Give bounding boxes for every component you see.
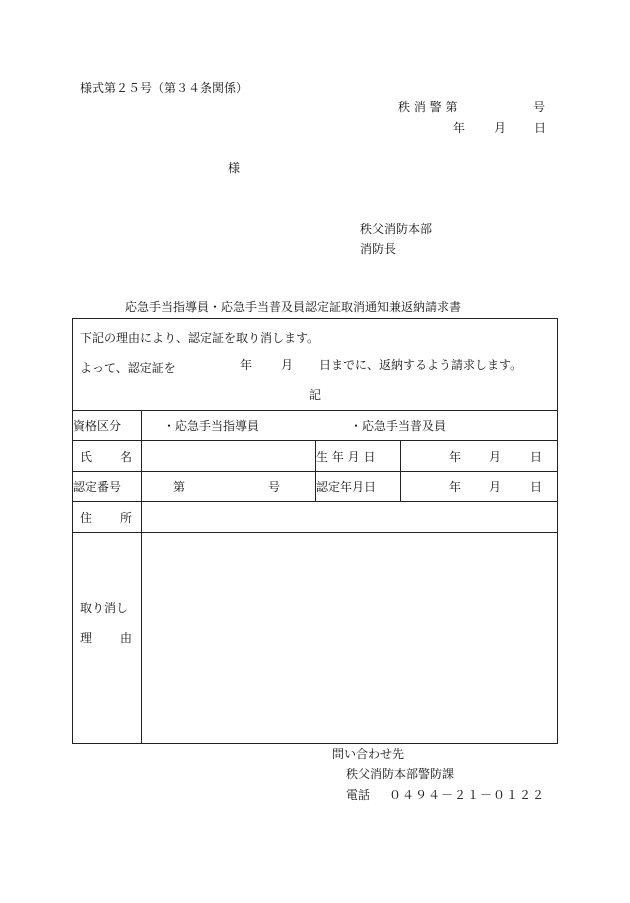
document-title: 応急手当指導員・応急手当普及員認定証取消通知兼返納請求書 [125, 300, 462, 314]
intro-return-year: 年 [240, 358, 253, 372]
option-promoter[interactable]: ・応急手当普及員 [350, 419, 447, 433]
cert-date-field[interactable] [401, 472, 558, 502]
sender-organization: 秩父消防本部 [360, 222, 433, 236]
birthdate-day: 日 [530, 450, 543, 464]
contact-phone-number: ０４９４－２１－０１２２ [389, 788, 546, 802]
cert-number-label: 認定番号 [73, 472, 142, 502]
intro-line-1: 下記の理由により、認定証を取り消します。 [80, 331, 320, 345]
contact-phone-label: 電話 [346, 788, 371, 802]
intro-section [73, 319, 558, 411]
birthdate-month: 月 [489, 450, 502, 464]
contact-department: 秩父消防本部警防課 [346, 767, 455, 781]
reason-field[interactable] [142, 533, 558, 744]
birthdate-label: 生 年 月 日 [316, 441, 401, 472]
qualification-options[interactable] [142, 411, 558, 441]
name-label-1: 氏 [80, 450, 93, 464]
option-instructor[interactable]: ・応急手当指導員 [163, 419, 260, 433]
qualification-label: 資格区分 [73, 411, 142, 441]
address-label [73, 502, 142, 533]
cert-date-year: 年 [449, 480, 462, 494]
intro-return-month: 月 [281, 358, 294, 372]
birthdate-year: 年 [449, 450, 462, 464]
address-label-2: 所 [120, 511, 133, 525]
address-label-1: 住 [80, 511, 93, 525]
date-day: 日 [534, 121, 547, 135]
reason-label-2b: 由 [120, 631, 133, 645]
cert-number-prefix: 第 [173, 480, 186, 494]
date-year: 年 [453, 121, 466, 135]
ki-mark: 記 [309, 388, 322, 402]
cert-date-day: 日 [530, 480, 543, 494]
birthdate-field[interactable] [401, 441, 558, 472]
name-field[interactable] [142, 441, 316, 472]
name-label-2: 名 [120, 450, 133, 464]
addressee-suffix: 様 [228, 161, 241, 175]
document-number-prefix: 秩 消 警 第 [398, 100, 458, 114]
intro-line-2-end: 日までに、返納するよう請求します。 [319, 358, 523, 372]
contact-heading: 問い合わせ先 [332, 747, 405, 761]
cert-number-field[interactable] [142, 472, 316, 502]
cert-date-label: 認定年月日 [316, 472, 401, 502]
cert-number-suffix: 号 [268, 480, 281, 494]
sender-title: 消防長 [360, 242, 397, 256]
document-number-suffix: 号 [533, 100, 546, 114]
form-table [72, 318, 558, 744]
name-label [73, 441, 142, 472]
address-field[interactable] [142, 502, 558, 533]
intro-line-2-start: よって、認定証を [80, 361, 176, 375]
reason-label-1: 取り消し [80, 601, 129, 615]
cert-date-month: 月 [489, 480, 502, 494]
date-month: 月 [494, 121, 507, 135]
form-number: 様式第２５号（第３４条関係） [80, 81, 249, 95]
reason-label [73, 533, 142, 744]
reason-label-2a: 理 [80, 631, 93, 645]
